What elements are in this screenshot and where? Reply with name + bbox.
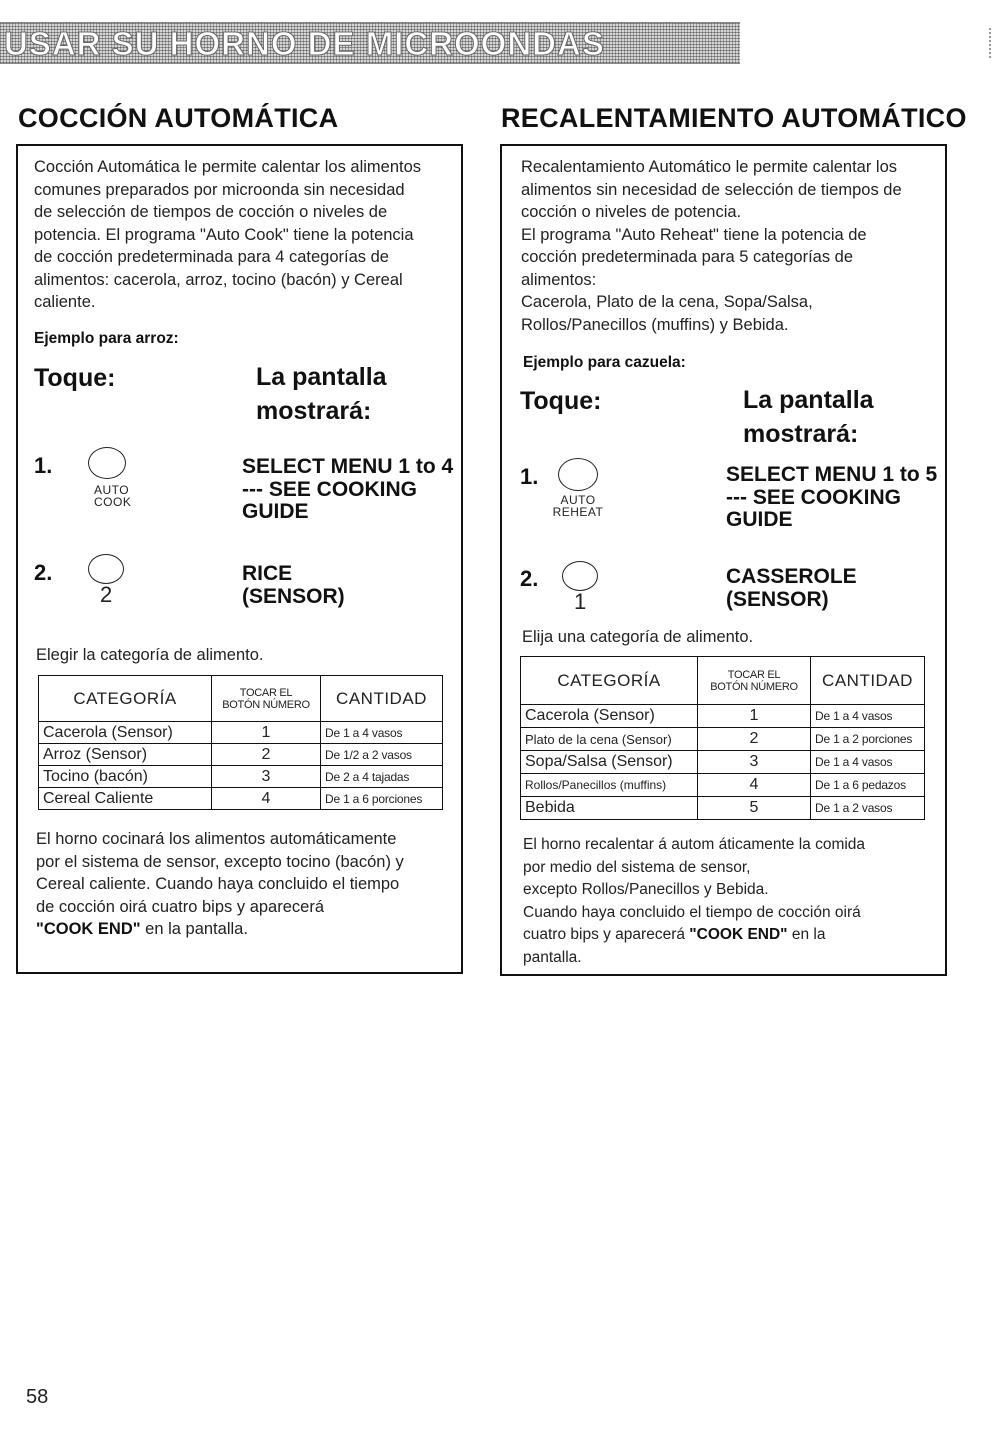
button-label-line: AUTO [94, 483, 130, 497]
left-example-label: Ejemplo para arroz: [34, 330, 179, 347]
intro-line: potencia. El programa "Auto Cook" tiene la potencia [34, 225, 414, 244]
outro-line: por medio del sistema de sensor, [523, 858, 751, 876]
row-quantity: De 1/2 a 2 vasos [321, 744, 443, 766]
right-category-hint: Elija una categoría de alimento. [522, 628, 754, 646]
table-row [39, 722, 443, 744]
outro-line: Cuando haya concluido el tiempo de cocción oirá [523, 903, 861, 921]
number-button-digit: 2 [100, 582, 113, 607]
left-step1-number: 1. [34, 453, 53, 478]
left-touch-heading: Toque: [34, 364, 116, 392]
left-category-hint: Elegir la categoría de alimento. [36, 646, 264, 664]
display-heading-line: La pantalla [743, 386, 874, 414]
table-header-quantity: CANTIDAD [811, 657, 925, 705]
outro-line: de cocción oirá cuatro bips y aparecerá [36, 897, 324, 916]
row-number: 2 [212, 744, 321, 766]
left-category-table [38, 675, 443, 810]
table-row [521, 705, 925, 728]
row-category: Bebida [521, 797, 698, 820]
table-header-button [698, 657, 811, 705]
auto-reheat-button-icon[interactable] [558, 458, 598, 491]
right-step2-display: CASSEROLE (SENSOR) [726, 565, 857, 611]
row-number: 3 [212, 766, 321, 788]
intro-line: alimentos sin necesidad de selección de tiempos de [521, 180, 902, 199]
left-step1-display: SELECT MENU 1 to 4 --- SEE COOKING GUIDE [242, 455, 454, 523]
display-heading-line: La pantalla [256, 363, 387, 391]
row-number: 2 [698, 728, 811, 751]
outro-tail: en la pantalla. [140, 920, 248, 938]
outro-pre: cuatro bips y aparecerá [523, 926, 690, 943]
header-button-line: TOCAR EL [239, 686, 293, 699]
intro-line: de selección de tiempos de cocción o niveles de [34, 203, 388, 221]
row-category: Cacerola (Sensor) [521, 705, 698, 728]
number-button-icon[interactable] [88, 554, 124, 584]
table-row [521, 774, 925, 797]
left-display-heading [256, 360, 387, 428]
row-quantity: De 1 a 2 porciones [811, 728, 925, 751]
intro-line: Cocción Automática le permite calentar los alimentos [34, 158, 422, 176]
table-row [39, 744, 443, 766]
outro-line: por el sistema de sensor, excepto tocino (bacón) y [36, 852, 404, 871]
header-banner [0, 22, 740, 64]
row-number: 3 [698, 751, 811, 774]
row-category: Rollos/Panecillos (muffins) [521, 774, 698, 797]
button-label-line: COOK [94, 495, 132, 509]
header-button-line: BOTÓN NÚMERO [222, 698, 310, 711]
left-step2-display: RICE (SENSOR) [242, 562, 345, 608]
intro-line: Rollos/Panecillos (muffins) y Bebida. [521, 315, 789, 334]
outro-line: pantalla. [523, 948, 582, 966]
button-label-line: AUTO [560, 493, 596, 507]
table-header-category: CATEGORÍA [521, 657, 698, 705]
row-quantity: De 1 a 4 vasos [321, 722, 443, 744]
intro-line: alimentos: cacerola, arroz, tocino (bacón) y Cereal [34, 270, 403, 289]
intro-line: de cocción predeterminada para 4 categorías de [34, 248, 389, 266]
intro-line: Cacerola, Plato de la cena, Sopa/Salsa, [521, 293, 813, 311]
outro-line: El horno cocinará los alimentos automáticamente [36, 830, 397, 848]
table-header-category: CATEGORÍA [39, 676, 212, 722]
auto-reheat-button-label [552, 494, 604, 518]
number-button-digit: 1 [574, 589, 587, 614]
intro-line: alimentos: [521, 270, 597, 289]
row-category: Tocino (bacón) [39, 766, 212, 788]
outro-line: Cereal caliente. Cuando haya concluido el tiempo [36, 875, 400, 893]
intro-line: cocción predeterminada para 5 categorías de [521, 248, 854, 266]
row-quantity: De 1 a 6 porciones [321, 788, 443, 810]
intro-line: El programa "Auto Reheat" tiene la potencia de [521, 225, 867, 244]
table-row [521, 751, 925, 774]
outro-tail: en la [787, 926, 826, 943]
header-button-line: TOCAR EL [727, 668, 781, 681]
banner-title: USAR SU HORNO DE MICROONDAS [4, 25, 605, 62]
outro-line: El horno recalentar á autom áticamente la comida [523, 836, 866, 853]
row-number: 4 [212, 788, 321, 810]
row-category: Cacerola (Sensor) [39, 722, 212, 744]
right-touch-heading: Toque: [520, 387, 602, 415]
edge-mark [989, 26, 991, 58]
right-display-heading [743, 383, 874, 451]
right-example-label: Ejemplo para cazuela: [523, 354, 686, 371]
outro-line [523, 924, 938, 947]
right-step2-number: 2. [520, 566, 539, 591]
display-heading-line: mostrará: [256, 397, 372, 425]
row-number: 4 [698, 774, 811, 797]
left-intro [34, 156, 459, 314]
row-quantity: De 1 a 2 vasos [811, 797, 925, 820]
row-number: 1 [698, 705, 811, 728]
table-row [521, 728, 925, 751]
table-header-quantity: CANTIDAD [321, 676, 443, 722]
cook-end-text: "COOK END" [36, 920, 141, 938]
intro-line: cocción o niveles de potencia. [521, 203, 742, 221]
row-category: Plato de la cena (Sensor) [521, 728, 698, 751]
cook-end-text: "COOK END" [689, 926, 788, 943]
row-number: 1 [212, 722, 321, 744]
outro-line [36, 918, 456, 941]
left-section-title: COCCIÓN AUTOMÁTICA [18, 103, 339, 133]
right-section-title: RECALENTAMIENTO AUTOMÁTICO [501, 103, 967, 133]
left-step2-number: 2. [34, 560, 53, 585]
row-quantity: De 1 a 4 vasos [811, 705, 925, 728]
right-intro [521, 156, 941, 336]
number-button-icon[interactable] [562, 561, 598, 591]
auto-cook-button-label [94, 484, 131, 508]
table-header-button [212, 676, 321, 722]
outro-line: excepto Rollos/Panecillos y Bebida. [523, 881, 769, 898]
row-category: Arroz (Sensor) [39, 744, 212, 766]
table-row [521, 797, 925, 820]
button-label-line: REHEAT [552, 505, 604, 519]
auto-cook-button-icon[interactable] [88, 447, 126, 479]
row-number: 5 [698, 797, 811, 820]
row-quantity: De 1 a 4 vasos [811, 751, 925, 774]
table-row [39, 766, 443, 788]
intro-line: comunes preparados por microonda sin necesidad [34, 180, 405, 199]
right-step1-display: SELECT MENU 1 to 5 --- SEE COOKING GUIDE [726, 463, 938, 531]
table-row [39, 788, 443, 810]
row-quantity: De 2 a 4 tajadas [321, 766, 443, 788]
left-outro [36, 828, 456, 941]
row-quantity: De 1 a 6 pedazos [811, 774, 925, 797]
page-number: 58 [26, 1386, 49, 1408]
intro-line: Recalentamiento Automático le permite calentar los [521, 158, 898, 176]
right-category-table [520, 656, 925, 820]
right-outro [523, 834, 938, 969]
display-heading-line: mostrará: [743, 420, 859, 448]
row-category: Sopa/Salsa (Sensor) [521, 751, 698, 774]
header-button-line: BOTÓN NÚMERO [710, 680, 798, 693]
intro-line: caliente. [34, 293, 96, 311]
right-step1-number: 1. [520, 464, 539, 489]
row-category: Cereal Caliente [39, 788, 212, 810]
